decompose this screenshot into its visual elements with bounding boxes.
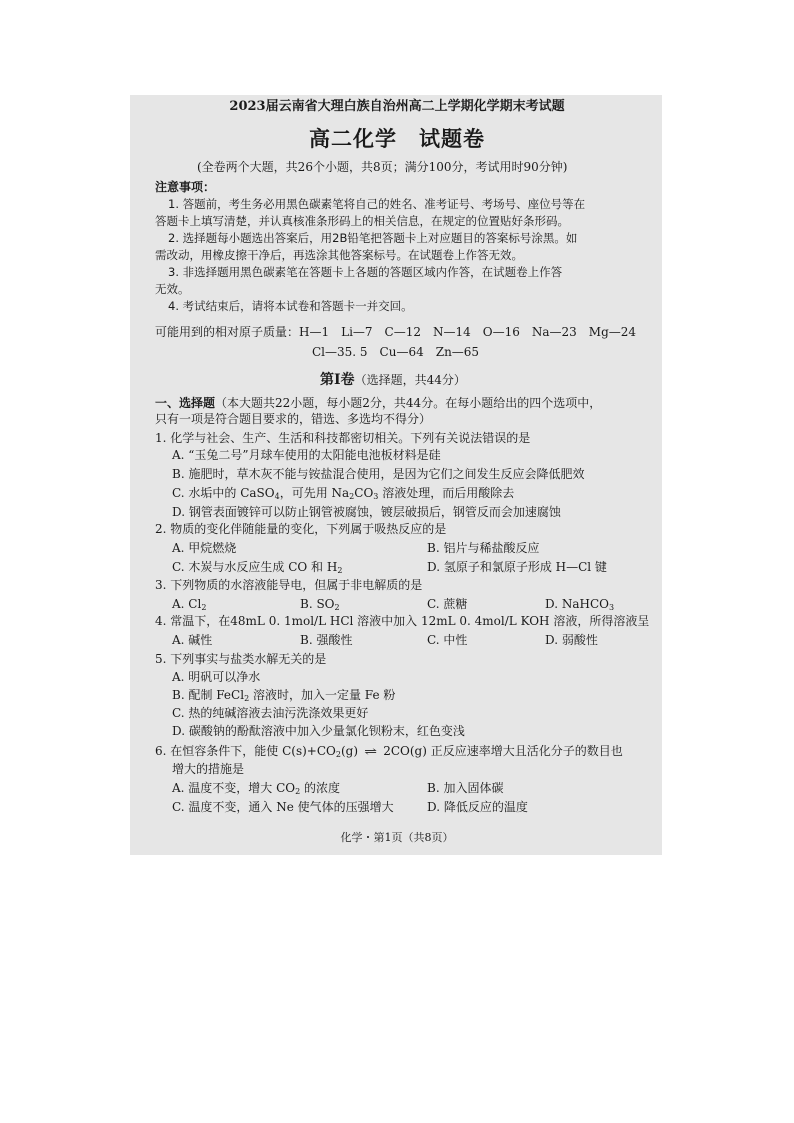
q4-option-a: A. 碱性: [172, 633, 213, 647]
q1-option-d: D. 钢管表面镀锌可以防止钢管被腐蚀，镀层破损后，钢管反而会加速腐蚀: [172, 505, 561, 519]
q1-c-text-1: C. 水垢中的 CaSO: [172, 486, 275, 500]
note-3b: 无效。: [155, 282, 190, 296]
q6-stem: [155, 744, 623, 759]
q1-c-text-4: 溶液处理，而后用酸除去: [378, 486, 515, 500]
q2-stem: 2. 物质的变化伴随能量的变化，下列属于吸热反应的是: [155, 522, 447, 536]
q2-option-a: A. 甲烷燃烧: [172, 541, 237, 555]
part1-desc-line1: [155, 396, 601, 410]
exam-title: 2023届云南省大理白族自治州高二上学期化学期末考试题: [229, 99, 565, 114]
section1-note: （选择题，共44分）: [354, 373, 466, 387]
part1-desc-1: （本大题共22小题，每小题2分，共44分。在每小题给出的四个选项中，: [215, 396, 602, 410]
q6-stem-text-2: (g): [340, 744, 358, 758]
q6-stem-text-1: 6. 在恒容条件下，能使 C(s)+CO: [155, 744, 336, 758]
q1-option-c: [172, 486, 514, 500]
q3-b-text: B. SO: [300, 597, 335, 611]
q2-c-text: C. 木炭与水反应生成 CO 和 H: [172, 560, 338, 574]
q3-option-d: [545, 597, 614, 611]
q4-option-b: B. 强酸性: [300, 633, 353, 647]
q5-b-text-1: B. 配制 FeCl: [172, 688, 245, 702]
part1-title: 一、选择题: [155, 396, 216, 410]
section1-label: 第Ⅰ卷: [320, 372, 355, 388]
q2-option-c: [172, 560, 342, 574]
q6-option-a: [172, 781, 340, 795]
part1-desc-2: 只有一项是符合题目要求的，错选、多选均不得分）: [155, 412, 432, 426]
equilibrium-arrow-icon: ⇌: [364, 745, 378, 758]
q5-b-sub-2: 2: [244, 694, 250, 703]
q6-option-c: C. 温度不变，通入 Ne 使气体的压强增大: [172, 800, 394, 814]
q2-option-b: B. 铝片与稀盐酸反应: [427, 541, 540, 555]
q6-a-sub-2: 2: [295, 787, 301, 796]
q3-stem: 3. 下列物质的水溶液能导电，但属于非电解质的是: [155, 578, 423, 592]
q1-c-text-3: CO: [354, 486, 374, 500]
q3-option-c: C. 蔗糖: [427, 597, 468, 611]
q3-b-sub-2: 2: [334, 603, 340, 612]
notes-heading: 注意事项：: [155, 180, 216, 194]
q5-option-c: C. 热的纯碱溶液去油污洗涤效果更好: [172, 706, 369, 720]
atomic-masses-values-2: Cl—35. 5 Cu—64 Zn—65: [312, 345, 480, 359]
atomic-masses-values-1: H—1 Li—7 C—12 N—14 O—16 Na—23 Mg—24: [299, 325, 637, 339]
q6-option-d: D. 降低反应的温度: [427, 800, 528, 814]
q2-option-d: D. 氢原子和氯原子形成 H—Cl 键: [427, 560, 607, 574]
q3-a-sub-2: 2: [201, 603, 207, 612]
q5-b-text-2: 溶液时，加入一定量 Fe 粉: [249, 688, 396, 702]
note-4: 4. 考试结束后，请将本试卷和答题卡一并交回。: [168, 299, 413, 313]
note-1b: 答题卡上填写清楚，并认真核准条形码上的相关信息，在规定的位置贴好条形码。: [155, 214, 569, 228]
section1-title: [320, 373, 466, 387]
q4-option-c: C. 中性: [427, 633, 468, 647]
q3-d-text: D. NaHCO: [545, 597, 609, 611]
paper-title: 高二化学 试题卷: [309, 126, 485, 151]
q6-a-text-1: A. 温度不变，增大 CO: [172, 781, 296, 795]
q5-option-a: A. 明矾可以净水: [172, 670, 261, 684]
q1-c-text-2: ，可先用 Na: [279, 486, 350, 500]
q1-option-a: A. “玉兔二号”月球车使用的太阳能电池板材料是硅: [172, 448, 441, 462]
q6-stem-text-3: 2CO(g) 正反应速率增大且活化分子的数目也: [383, 744, 623, 758]
q6-stem-cont: 增大的措施是: [172, 762, 245, 776]
q3-d-sub-3: 3: [608, 603, 615, 612]
q3-option-b: [300, 597, 340, 611]
atomic-masses-label: 可能用到的相对原子质量：: [155, 325, 300, 339]
q1-option-b: B. 施肥时，草木灰不能与铵盐混合使用，是因为它们之间发生反应会降低肥效: [172, 467, 585, 481]
atomic-masses-line1: [155, 325, 636, 339]
q5-option-b: [172, 688, 395, 702]
note-1a: 1. 答题前，考生务必用黑色碳素笔将自己的姓名、准考证号、考场号、座位号等在: [168, 197, 586, 211]
q1-c-sub-4: 4: [274, 492, 280, 501]
q3-option-a: [172, 597, 206, 611]
q6-option-b: B. 加入固体碳: [427, 781, 504, 795]
q1-stem: 1. 化学与社会、生产、生活和科技都密切相关。下列有关说法错误的是: [155, 431, 531, 445]
q5-option-d: D. 碳酸钠的酚酞溶液中加入少量氯化钡粉末，红色变浅: [172, 724, 465, 738]
q6-a-text-2: 的浓度: [300, 781, 341, 795]
q4-option-d: D. 弱酸性: [545, 633, 598, 647]
q1-c-sub-2: 2: [349, 492, 355, 501]
note-3a: 3. 非选择题用黑色碳素笔在答题卡上各题的答题区域内作答，在试题卷上作答: [168, 265, 563, 279]
exam-info: (全卷两个大题，共26个小题，共8页；满分100分，考试用时90分钟): [197, 160, 568, 174]
note-2a: 2. 选择题每小题选出答案后，用2B铅笔把答题卡上对应题目的答案标号涂黑。如: [168, 231, 578, 245]
q5-stem: 5. 下列事实与盐类水解无关的是: [155, 652, 327, 666]
q1-c-sub-3: 3: [373, 492, 379, 501]
q3-a-text: A. Cl: [172, 597, 202, 611]
page-footer: 化学・第1页（共8页）: [340, 831, 454, 844]
q4-stem: 4. 常温下，在48mL 0. 1mol/L HCl 溶液中加入 12mL 0. 4mol/L KOH 溶液，所得溶液呈: [155, 614, 650, 628]
note-2b: 需改动，用橡皮擦干净后，再选涂其他答案标号。在试题卷上作答无效。: [155, 248, 523, 262]
q6-stem-sub-2: 2: [335, 750, 341, 759]
q2-c-sub-2: 2: [337, 566, 343, 575]
